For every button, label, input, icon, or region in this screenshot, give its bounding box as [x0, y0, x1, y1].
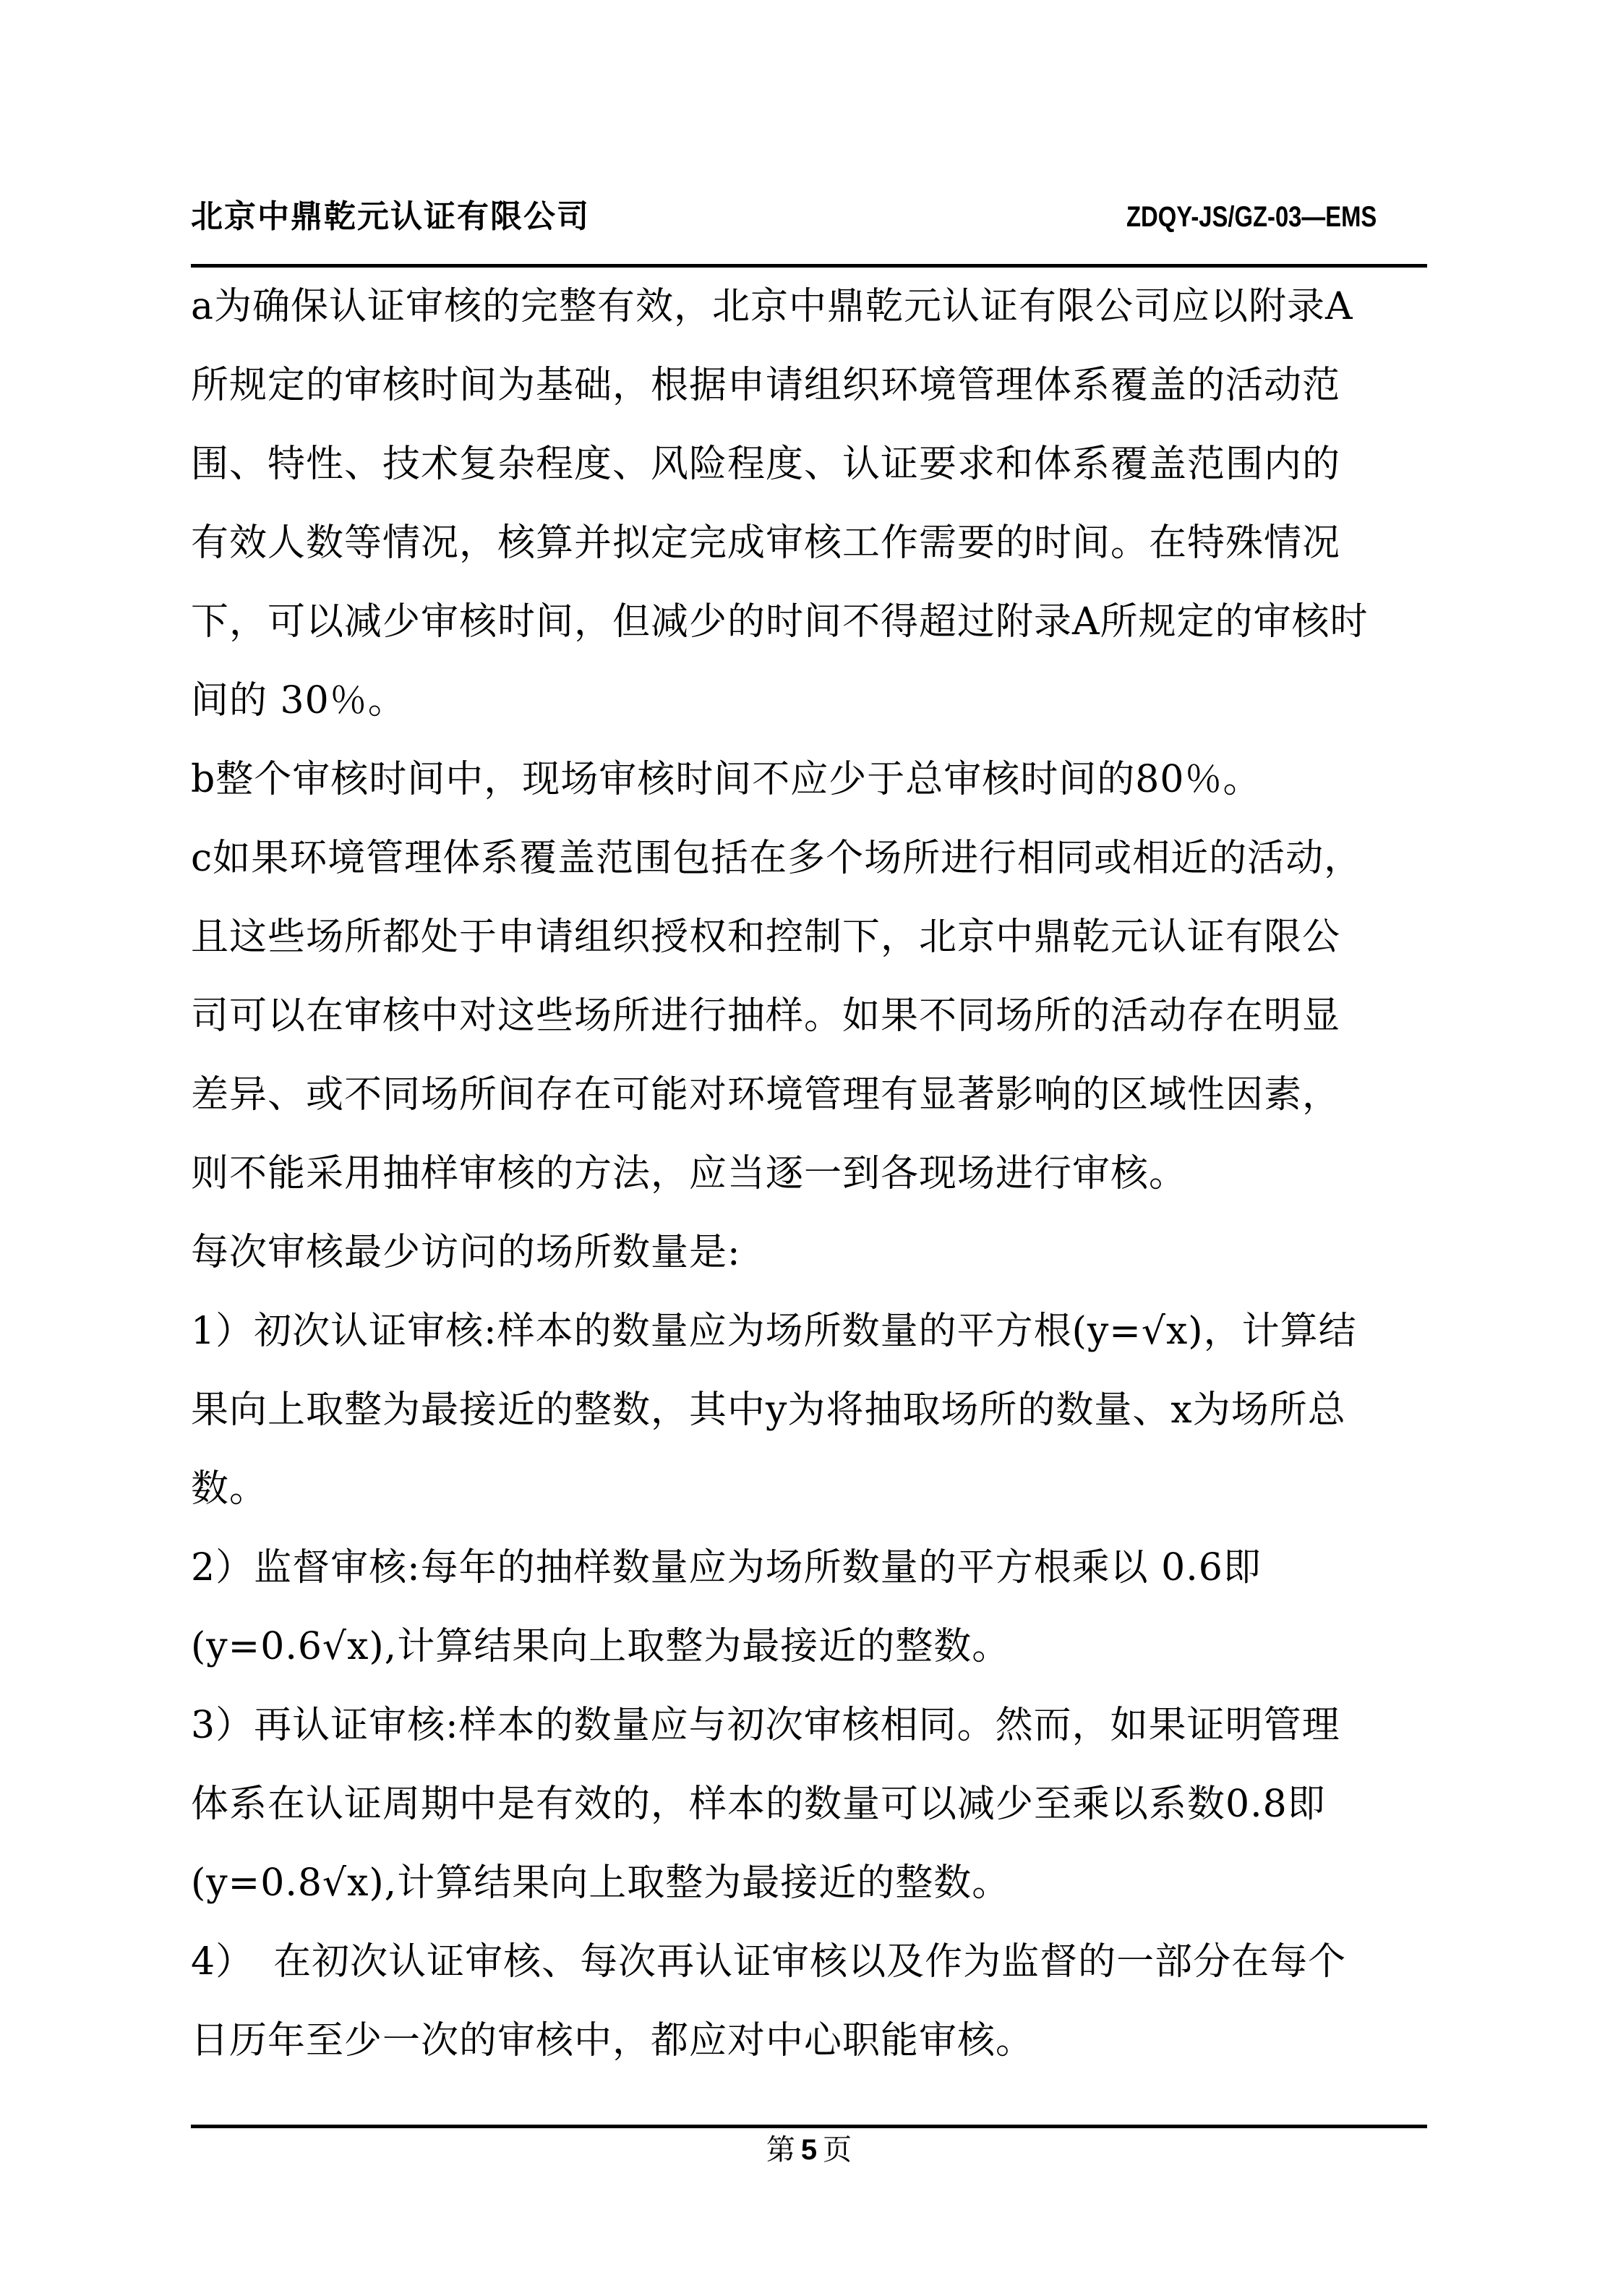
- body-line: 所规定的审核时间为基础，根据申请组织环境管理体系覆盖的活动范: [191, 364, 1341, 407]
- body-line: 下，可以减少审核时间，但减少的时间不得超过附录A所规定的审核时: [191, 600, 1369, 644]
- body-line: 司可以在审核中对这些场所进行抽样。如果不同场所的活动存在明显: [191, 994, 1341, 1038]
- body-text: [191, 268, 1420, 2081]
- page-number: [0, 2130, 1618, 2170]
- body-line: 体系在认证周期中是有效的，样本的数量可以减少至乘以系数0.8即: [191, 1783, 1326, 1826]
- page-suffix: 页: [823, 2133, 852, 2167]
- body-line: 3）再认证审核:样本的数量应与初次审核相同。然而，如果证明管理: [191, 1704, 1340, 1747]
- header-document-code: ZDQY-JS/GZ-03—EMS: [1126, 201, 1377, 233]
- body-line: a为确保认证审核的完整有效，北京中鼎乾元认证有限公司应以附录A: [191, 285, 1353, 328]
- page-number-value: 5: [800, 2134, 818, 2166]
- body-line: (y=0.8√x),计算结果向上取整为最接近的整数。: [191, 1861, 1011, 1905]
- body-line: 间的 30％。: [191, 679, 406, 722]
- body-line: 日历年至少一次的审核中，都应对中心职能审核。: [191, 2019, 1035, 2062]
- body-line: 差异、或不同场所间存在可能对环境管理有显著影响的区域性因素，: [191, 1073, 1341, 1117]
- body-line: 围、特性、技术复杂程度、风险程度、认证要求和体系覆盖范围内的: [191, 443, 1341, 486]
- body-line: c如果环境管理体系覆盖范围包括在多个场所进行相同或相近的活动，: [191, 837, 1363, 880]
- body-line: 2）监督审核:每年的抽样数量应为场所数量的平方根乘以 0.6即: [191, 1546, 1262, 1589]
- footer-rule: [191, 2125, 1427, 2128]
- body-line: (y=0.6√x),计算结果向上取整为最接近的整数。: [191, 1625, 1011, 1668]
- body-line: 果向上取整为最接近的整数，其中y为将抽取场所的数量、x为场所总: [191, 1388, 1346, 1432]
- header-company-name: 北京中鼎乾元认证有限公司: [191, 198, 590, 235]
- body-line: 每次审核最少访问的场所数量是:: [191, 1231, 741, 1274]
- body-line: 4） 在初次认证审核、每次再认证审核以及作为监督的一部分在每个: [191, 1940, 1347, 1984]
- body-line: 有效人数等情况，核算并拟定完成审核工作需要的时间。在特殊情况: [191, 521, 1341, 565]
- body-line: 数。: [191, 1467, 268, 1511]
- body-line: b整个审核时间中，现场审核时间不应少于总审核时间的80％。: [191, 758, 1262, 801]
- body-line: 且这些场所都处于申请组织授权和控制下，北京中鼎乾元认证有限公: [191, 916, 1341, 959]
- body-line: 1）初次认证审核:样本的数量应为场所数量的平方根(y=√x)，计算结: [191, 1310, 1357, 1353]
- page-prefix: 第: [766, 2133, 795, 2167]
- body-line: 则不能采用抽样审核的方法，应当逐一到各现场进行审核。: [191, 1152, 1188, 1195]
